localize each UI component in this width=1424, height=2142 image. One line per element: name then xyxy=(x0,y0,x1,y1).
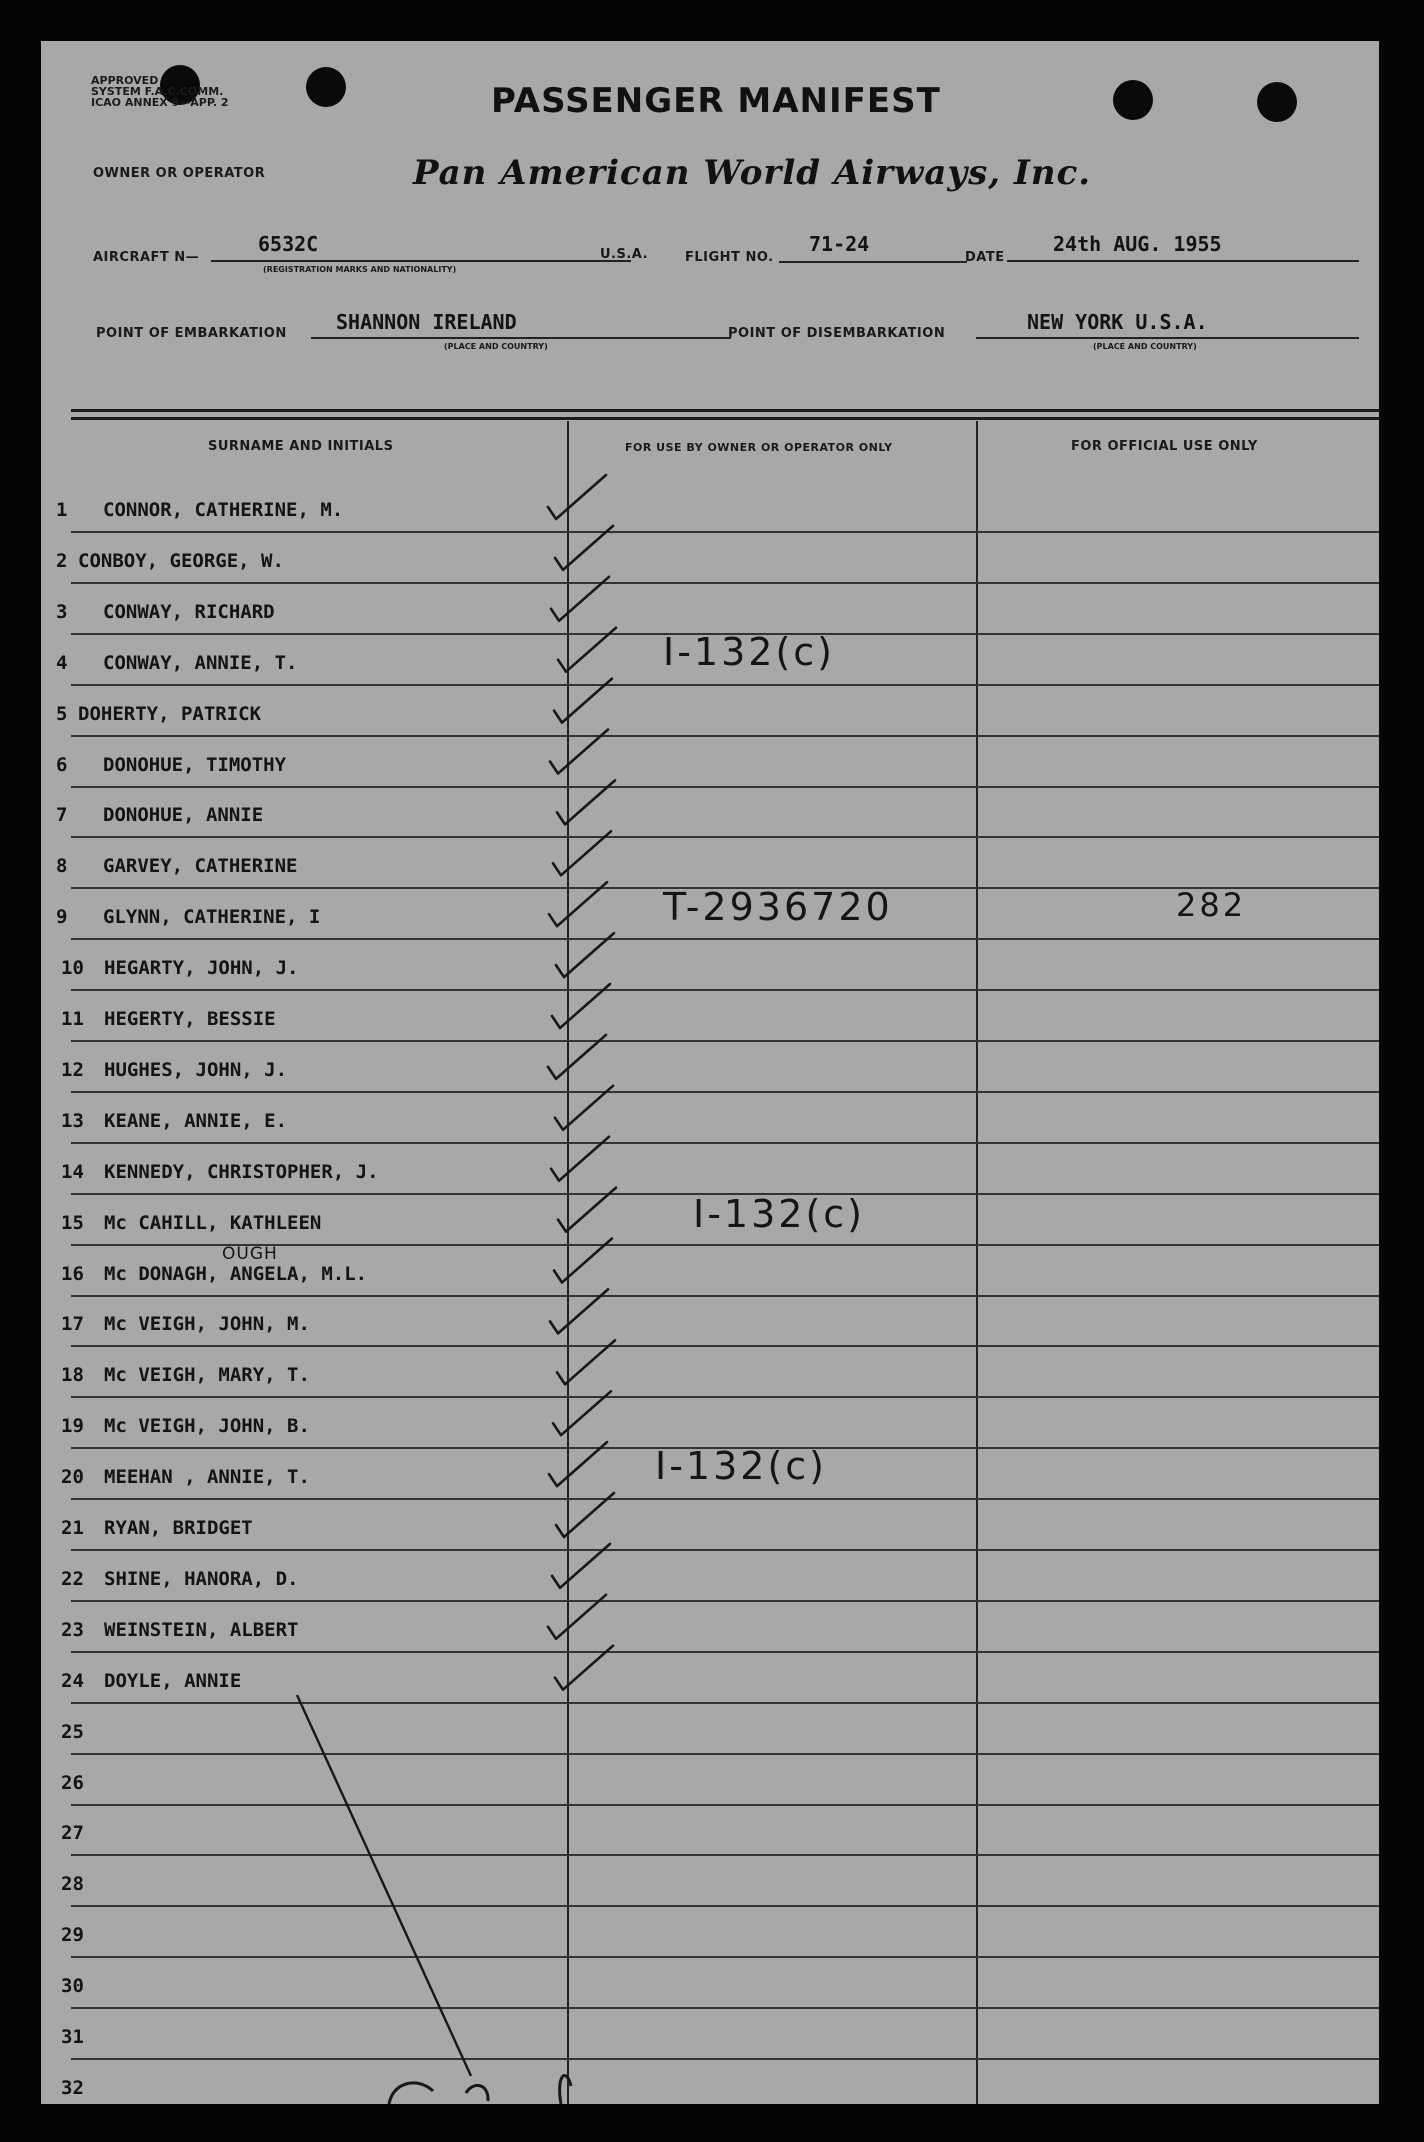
column-header-owner-use: FOR USE BY OWNER OR OPERATOR ONLY xyxy=(625,441,893,454)
passenger-name: DOYLE, ANNIE xyxy=(104,1670,242,1692)
embarkation-sublabel: (PLACE AND COUNTRY) xyxy=(444,342,548,351)
handwritten-annotation: 282 xyxy=(1176,886,1247,924)
approval-line: SYSTEM F.A.C.COMM. xyxy=(91,85,224,98)
column-header-surname: SURNAME AND INITIALS xyxy=(208,439,394,454)
check-mark xyxy=(550,730,608,774)
check-mark xyxy=(554,679,612,723)
row-number: 20 xyxy=(61,1466,84,1488)
row-number: 11 xyxy=(61,1008,84,1030)
handwritten-annotation: I-132(c) xyxy=(655,1444,827,1488)
check-mark xyxy=(549,1442,607,1486)
row-number: 23 xyxy=(61,1619,84,1641)
row-number: 9 xyxy=(56,906,68,928)
row-number: 6 xyxy=(56,754,68,776)
disembarkation-sublabel: (PLACE AND COUNTRY) xyxy=(1093,342,1197,351)
check-mark xyxy=(557,1340,615,1384)
passenger-name: KENNEDY, CHRISTOPHER, J. xyxy=(104,1161,379,1183)
flight-label: FLIGHT NO. xyxy=(685,250,774,265)
check-mark xyxy=(556,933,614,977)
check-mark xyxy=(555,526,613,570)
check-mark xyxy=(553,1391,611,1435)
operator-name: Pan American World Airways, Inc. xyxy=(413,153,1092,193)
aircraft-label: AIRCRAFT N— xyxy=(93,250,200,265)
row-number: 28 xyxy=(61,1873,84,1895)
passenger-name: HUGHES, JOHN, J. xyxy=(104,1059,288,1081)
passenger-name: KEANE, ANNIE, E. xyxy=(104,1110,288,1132)
passenger-name: GARVEY, CATHERINE xyxy=(103,855,298,877)
row-number: 17 xyxy=(61,1313,84,1335)
row-number: 18 xyxy=(61,1364,84,1386)
passenger-name: HEGERTY, BESSIE xyxy=(104,1008,276,1030)
check-mark xyxy=(550,1289,608,1333)
handwritten-insert: OUGH xyxy=(222,1244,278,1264)
check-mark xyxy=(548,1035,606,1079)
check-mark xyxy=(554,1239,612,1283)
passenger-name: HEGARTY, JOHN, J. xyxy=(104,957,299,979)
date-value: 24th AUG. 1955 xyxy=(1053,232,1222,256)
row-number: 32 xyxy=(61,2077,84,2099)
row-number: 4 xyxy=(56,652,68,674)
passenger-name: Mc VEIGH, MARY, T. xyxy=(104,1364,310,1386)
aircraft-sublabel: (REGISTRATION MARKS AND NATIONALITY) xyxy=(263,265,457,274)
passenger-name: Mc VEIGH, JOHN, B. xyxy=(104,1415,310,1437)
row-number: 31 xyxy=(61,2026,84,2048)
signature-mark xyxy=(389,2076,571,2104)
row-number: 13 xyxy=(61,1110,84,1132)
row-number: 24 xyxy=(61,1670,84,1692)
check-mark xyxy=(558,1188,616,1232)
embarkation-value: SHANNON IRELAND xyxy=(336,310,517,334)
row-number: 26 xyxy=(61,1772,84,1794)
row-number: 14 xyxy=(61,1161,84,1183)
handwriting-layer xyxy=(41,41,1379,2104)
approval-line: ICAO ANNEX 9—APP. 2 xyxy=(91,96,229,109)
row-number: 21 xyxy=(61,1517,84,1539)
row-number: 12 xyxy=(61,1059,84,1081)
row-number: 5 xyxy=(56,703,68,725)
check-mark xyxy=(548,475,606,519)
passenger-name: DONOHUE, ANNIE xyxy=(103,804,264,826)
row-number: 19 xyxy=(61,1415,84,1437)
manifest-sheet xyxy=(41,41,1379,2104)
disembarkation-value: NEW YORK U.S.A. xyxy=(1027,310,1208,334)
row-number: 10 xyxy=(61,957,84,979)
column-header-official-use: FOR OFFICIAL USE ONLY xyxy=(1071,439,1258,454)
handwritten-annotation: I-132(c) xyxy=(663,630,835,674)
check-mark xyxy=(553,831,611,875)
check-mark xyxy=(552,1544,610,1588)
row-number: 8 xyxy=(56,855,68,877)
approval-line: APPROVED xyxy=(91,74,159,87)
check-mark xyxy=(551,577,609,621)
row-number: 25 xyxy=(61,1721,84,1743)
row-number: 29 xyxy=(61,1924,84,1946)
usa-label: U.S.A. xyxy=(600,247,649,262)
handwritten-annotation: T-2936720 xyxy=(663,885,893,929)
row-number: 16 xyxy=(61,1263,84,1285)
embarkation-label: POINT OF EMBARKATION xyxy=(96,326,287,341)
void-line xyxy=(297,1695,471,2076)
row-number: 22 xyxy=(61,1568,84,1590)
passenger-name: WEINSTEIN, ALBERT xyxy=(104,1619,299,1641)
row-number: 15 xyxy=(61,1212,84,1234)
passenger-name: Mc VEIGH, JOHN, M. xyxy=(104,1313,310,1335)
passenger-name: GLYNN, CATHERINE, I xyxy=(103,906,321,928)
passenger-name: Mc DONAGH, ANGELA, M.L. xyxy=(104,1263,368,1285)
disembarkation-label: POINT OF DISEMBARKATION xyxy=(728,326,946,341)
check-mark xyxy=(558,628,616,672)
passenger-name: CONBOY, GEORGE, W. xyxy=(78,550,284,572)
row-number: 30 xyxy=(61,1975,84,1997)
check-mark xyxy=(549,882,607,926)
passenger-name: DOHERTY, PATRICK xyxy=(78,703,262,725)
aircraft-number: 6532C xyxy=(258,232,319,256)
passenger-name: CONWAY, ANNIE, T. xyxy=(103,652,298,674)
row-number: 7 xyxy=(56,804,68,826)
date-label: DATE xyxy=(965,250,1005,265)
check-mark xyxy=(555,1086,613,1130)
passenger-name: MEEHAN , ANNIE, T. xyxy=(104,1466,310,1488)
check-mark xyxy=(548,1595,606,1639)
check-mark xyxy=(552,984,610,1028)
passenger-name: SHINE, HANORA, D. xyxy=(104,1568,299,1590)
row-number: 27 xyxy=(61,1822,84,1844)
row-number: 2 xyxy=(56,550,68,572)
row-number: 1 xyxy=(56,499,68,521)
owner-label: OWNER OR OPERATOR xyxy=(93,166,266,181)
check-mark xyxy=(556,1493,614,1537)
passenger-name: CONWAY, RICHARD xyxy=(103,601,275,623)
passenger-name: DONOHUE, TIMOTHY xyxy=(103,754,287,776)
handwritten-annotation: I-132(c) xyxy=(693,1192,865,1236)
passenger-name: RYAN, BRIDGET xyxy=(104,1517,253,1539)
row-number: 3 xyxy=(56,601,68,623)
check-mark xyxy=(551,1137,609,1181)
check-mark xyxy=(557,780,615,824)
passenger-name: CONNOR, CATHERINE, M. xyxy=(103,499,344,521)
check-mark xyxy=(555,1646,613,1690)
passenger-name: Mc CAHILL, KATHLEEN xyxy=(104,1212,322,1234)
flight-number: 71-24 xyxy=(809,232,870,256)
page-title: PASSENGER MANIFEST xyxy=(491,81,941,121)
